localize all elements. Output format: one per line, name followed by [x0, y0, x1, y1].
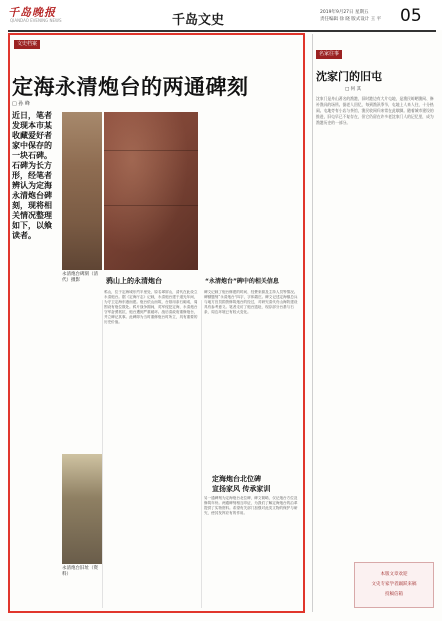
column-tag: 文史档案 [14, 40, 40, 49]
section-title: 千岛文史 [172, 13, 225, 28]
body-column-2: 碑文记载了炮台修建的时间、经费来源及主持人员等情况。碑额题刻“永清炮台”四字，字体端庄。碑文记述定海镇总兵与地方官员捐资修筑炮台的经过，对研究清代舟山海防建设具有参考意义。笔者走访了炮台遗址，现存部分台基与石条，周边环境已有较大变化。 [204, 290, 298, 314]
masthead [0, 0, 442, 30]
newspaper-brand: 千岛晚报 [8, 6, 56, 19]
issue-date: 2019年9月27日 星期五 [320, 10, 369, 15]
stele-photo-caption: 永清炮台碑刻（清代）摄影 [62, 272, 98, 283]
right-article-body: 沈家门是舟山著名的渔港，旧时港边有大片屯地，是渔民晾晒渔网、修补渔具的场所。据老人回忆，每到渔汛季节，屯地上人来人往，十分热闹。屯地旁有小店与茶馆，渔民收网归来常在此歇脚。随着城市建设的推进，旧屯早已不复存在，但它仍留在许多老沈家门人的记忆里，成为渔港历史的一部分。 [316, 96, 434, 125]
masthead-rule [8, 30, 436, 32]
body-column-1: 鸦山，位于定海城东约半里处，原名翠屏山，清代在此设立永清炮台。据《定海厅志》记载，永清炮台建于道光年间，为守卫定海东港而建。炮台依山而筑，台基用条石砌成，周围设有炮位数处。鸦片战争期间，英军侵犯定海，永清炮台守军奋勇抵抗，炮台遭到严重破坏。战后清政府重修炮台，并立碑记其事。此碑即为当时重修炮台时所立，具有重要的历史价值。 [104, 290, 198, 324]
battery-site-photo-caption: 永清炮台旧址（资料） [62, 566, 98, 577]
editor-line: 责任编辑 徐 晓 版式设计 王 平 [320, 17, 382, 22]
page-number: 05 [400, 6, 422, 26]
right-column-divider [312, 34, 313, 612]
right-article-byline: □ 何 其 [345, 87, 362, 92]
subhead-family: 宣扬家风 传承家训 [212, 485, 271, 493]
subhead-battery: 鸦山上的永清炮台 [106, 277, 162, 285]
subhead-north-stele: 定海炮台北位碑 [212, 475, 261, 483]
right-article-headline[interactable]: 沈家门的旧屯 [316, 70, 382, 83]
article-headline[interactable]: 定海永清炮台的两通碑刻 [12, 75, 249, 99]
newspaper-brand-sub: QIANDAO EVENING NEWS [10, 18, 62, 23]
subhead-stele-info: “永清炮台”碑中的相关信息 [205, 278, 279, 285]
selected-article-frame[interactable] [8, 33, 305, 613]
right-column-tag: 名家往事 [316, 50, 342, 59]
notice-line-2: 文史专家学者踊跃来稿 [371, 582, 417, 587]
article-byline: □ 孙 峰 [12, 101, 30, 107]
submission-notice [354, 562, 434, 608]
article-lead: 近日，笔者发现本市某收藏爱好者家中保存的一块石碑。石碑为长方形，经笔者辨认为定海永清炮台碑刻，现将相关情况整理如下，以飨读者。 [12, 110, 52, 240]
notice-line-1: 本版文章欢迎 [380, 572, 408, 577]
body-column-3: 另一通碑刻为定海炮台北位碑，碑文简略，仅记炮台方位及修筑年份。两通碑刻相互印证，为我们了解定海炮台的沿革提供了实物资料。希望有关部门加强对此类文物的保护与研究，使其发挥应有的作用。 [204, 496, 298, 515]
notice-line-3: 投稿信箱 [385, 592, 403, 597]
